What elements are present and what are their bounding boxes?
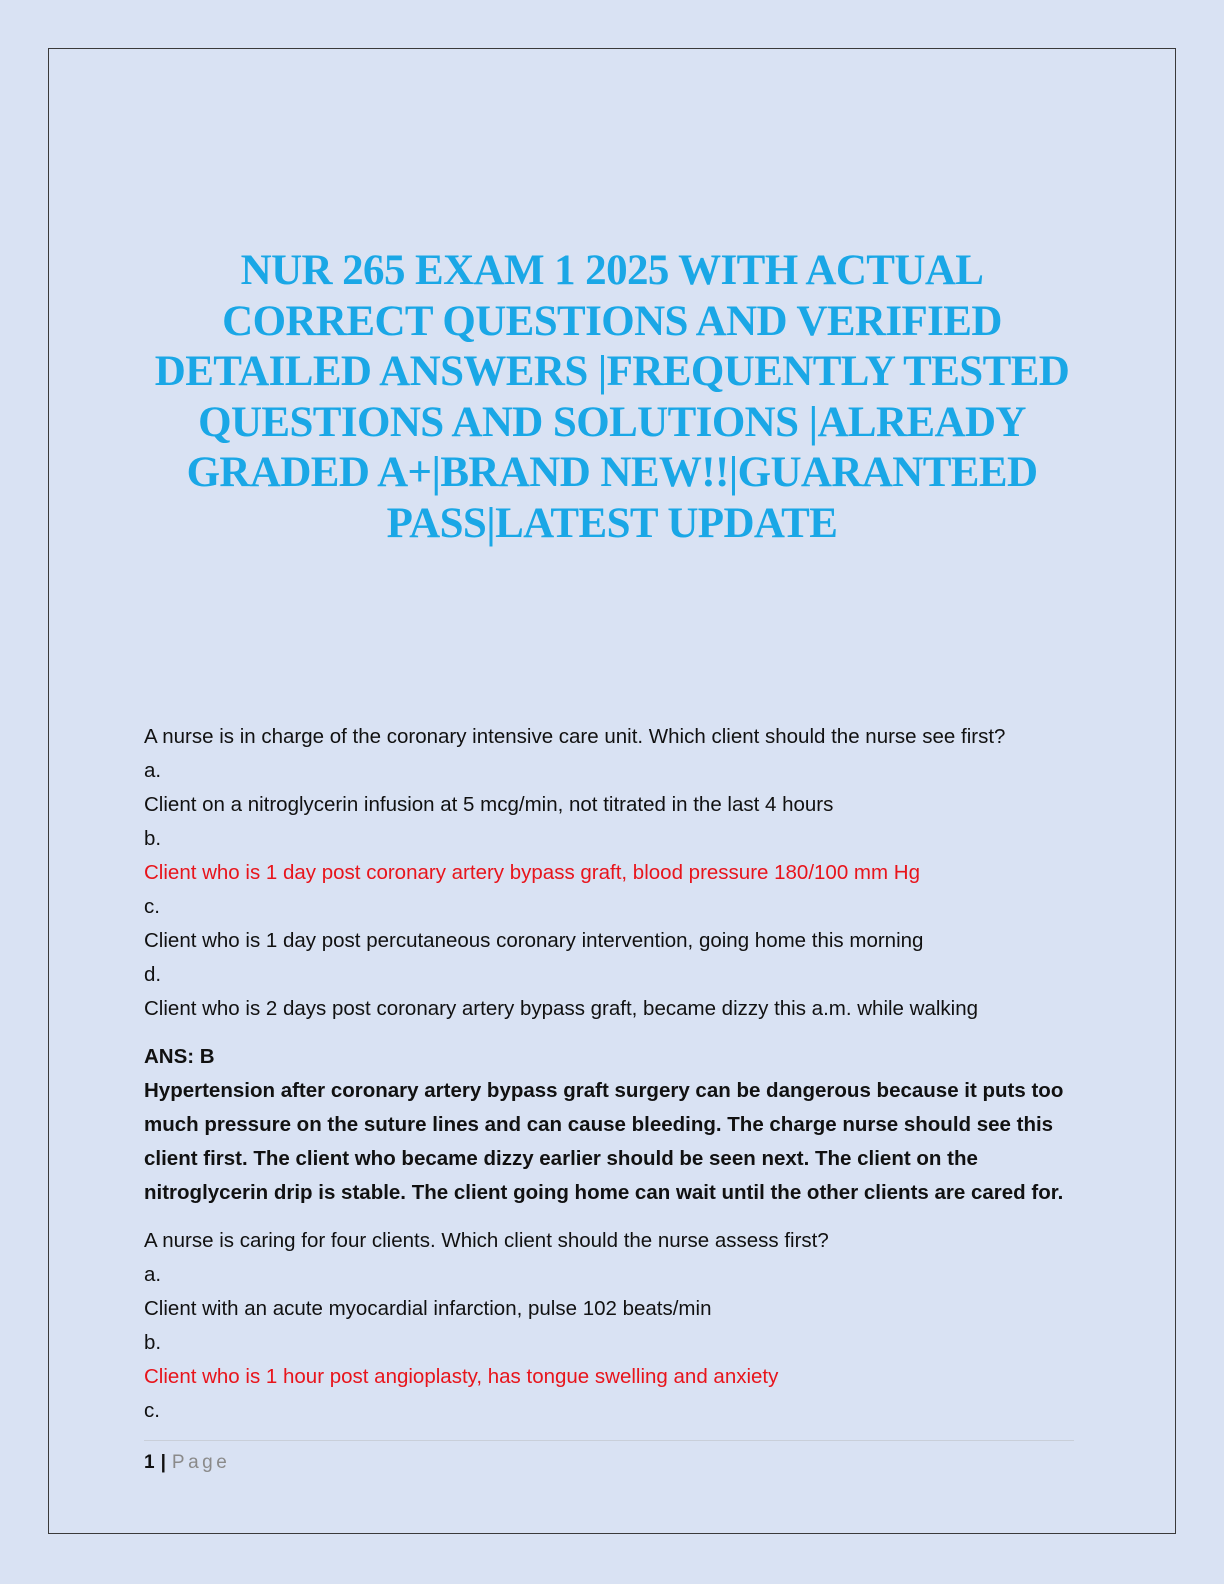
title-line: PASS|LATEST UPDATE xyxy=(386,499,838,547)
option-letter: b. xyxy=(144,827,162,850)
correct-option-text: Client who is 1 hour post angioplasty, has tongue swelling and anxiety xyxy=(144,1365,779,1388)
option-text: Client who is 2 days post coronary artery bypass graft, became dizzy this a.m. while walking xyxy=(144,997,979,1020)
answer-block xyxy=(144,1040,1104,1210)
rationale-line: Hypertension after coronary artery bypass graft surgery can be dangerous because it puts too xyxy=(144,1079,1064,1102)
page-label: Page xyxy=(171,1452,231,1473)
spacer xyxy=(144,1210,1104,1224)
option-letter: c. xyxy=(144,895,160,918)
option-text: Client on a nitroglycerin infusion at 5 mcg/min, not titrated in the last 4 hours xyxy=(144,793,834,816)
title-line: DETAILED ANSWERS |FREQUENTLY TESTED xyxy=(154,348,1070,395)
question-2 xyxy=(144,1224,1104,1428)
question-stem: A nurse is caring for four clients. Which client should the nurse assess first? xyxy=(144,1229,829,1252)
title-line: QUESTIONS AND SOLUTIONS |ALREADY xyxy=(198,398,1026,446)
option-letter: c. xyxy=(144,1399,160,1422)
footer-divider xyxy=(144,1440,1074,1441)
title-line: NUR 265 EXAM 1 2025 WITH ACTUAL xyxy=(240,247,984,294)
document-title xyxy=(120,246,1104,549)
option-text: Client with an acute myocardial infarction, pulse 102 beats/min xyxy=(144,1297,712,1320)
question-stem: A nurse is in charge of the coronary intensive care unit. Which client should the nurse see first? xyxy=(144,725,1006,748)
option-letter: d. xyxy=(144,963,162,986)
answer-label: ANS: B xyxy=(144,1045,215,1068)
option-letter: b. xyxy=(144,1331,162,1354)
rationale-line: much pressure on the suture lines and can cause bleeding. The charge nurse should see this xyxy=(144,1113,1054,1136)
title-line: CORRECT QUESTIONS AND VERIFIED xyxy=(222,297,1002,345)
option-letter: a. xyxy=(144,759,162,782)
document-body xyxy=(144,720,1104,1428)
page-footer xyxy=(144,1450,230,1476)
question-1 xyxy=(144,720,1104,1210)
rationale-line: nitroglycerin drip is stable. The client going home can wait until the other clients are cared for. xyxy=(144,1181,1064,1204)
option-letter: a. xyxy=(144,1263,162,1286)
correct-option-text: Client who is 1 day post coronary artery bypass graft, blood pressure 180/100 mm Hg xyxy=(144,861,920,884)
page-number: 1 xyxy=(144,1452,155,1473)
footer-separator: | xyxy=(160,1452,166,1473)
option-text: Client who is 1 day post percutaneous coronary intervention, going home this morning xyxy=(144,929,924,952)
title-line: GRADED A+|BRAND NEW!!|GUARANTEED xyxy=(186,449,1038,496)
rationale-line: client first. The client who became dizzy earlier should be seen next. The client on the xyxy=(144,1147,978,1170)
